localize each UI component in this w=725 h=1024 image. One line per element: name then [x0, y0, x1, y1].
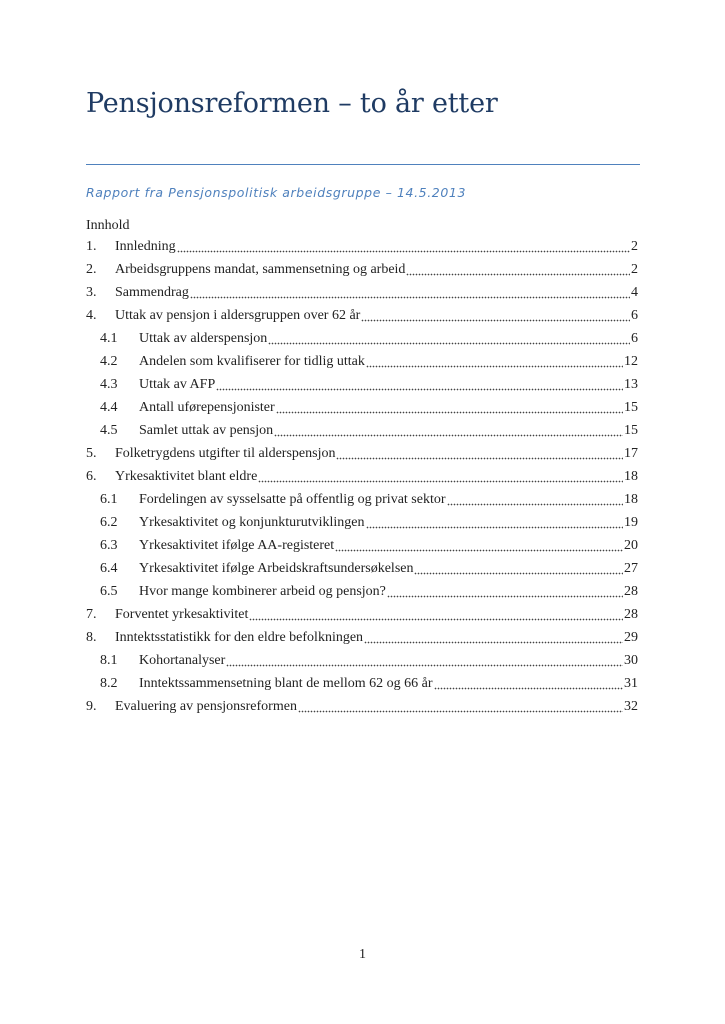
- toc-entry-label: Uttak av pensjon i aldersgruppen over 62 år: [115, 308, 361, 323]
- toc-entry-number: 6.2: [100, 515, 118, 530]
- toc-heading: Innhold: [86, 218, 130, 233]
- toc-entry-number: 8.2: [100, 676, 118, 691]
- toc-entry-label: Andelen som kvalifiserer for tidlig uttak: [139, 354, 365, 369]
- toc-entry-page: 6: [631, 308, 638, 323]
- document-subtitle: Rapport fra Pensjonspolitisk arbeidsgruppe – 14.5.2013: [86, 185, 467, 200]
- toc-entry[interactable]: [86, 302, 638, 325]
- toc-entry-number: 4.: [86, 308, 97, 323]
- toc-dot-leader: [268, 341, 630, 345]
- toc-entry[interactable]: [86, 670, 638, 693]
- document-title: Pensjonsreformen – to år etter: [86, 88, 498, 119]
- toc-entry-page: 15: [624, 423, 638, 438]
- toc-dot-leader: [216, 387, 623, 391]
- toc-entry[interactable]: [86, 371, 638, 394]
- toc-entry[interactable]: [86, 256, 638, 279]
- toc-entry-label: Arbeidsgruppens mandat, sammensetning og arbeid: [115, 262, 406, 277]
- title-divider: [86, 164, 640, 165]
- toc-entry-label: Hvor mange kombinerer arbeid og pensjon?: [139, 584, 386, 599]
- toc-entry-label: Yrkesaktivitet og konjunkturutviklingen: [139, 515, 365, 530]
- toc-dot-leader: [361, 318, 630, 322]
- toc-entry-number: 3.: [86, 285, 97, 300]
- toc-entry[interactable]: [86, 601, 638, 624]
- toc-entry-page: 4: [631, 285, 638, 300]
- toc-entry[interactable]: [86, 532, 638, 555]
- toc-dot-leader: [298, 709, 623, 713]
- toc-entry[interactable]: [86, 440, 638, 463]
- toc-entry-label: Inntektssammensetning blant de mellom 62 og 66 år: [139, 676, 433, 691]
- toc-entry[interactable]: [86, 463, 638, 486]
- toc-entry[interactable]: [86, 624, 638, 647]
- toc-entry-label: Fordelingen av sysselsatte på offentlig og privat sektor: [139, 492, 446, 507]
- toc-entry-page: 12: [624, 354, 638, 369]
- toc-entry-page: 20: [624, 538, 638, 553]
- toc-entry-page: 19: [624, 515, 638, 530]
- toc-entry[interactable]: [86, 394, 638, 417]
- toc-entry-page: 28: [624, 607, 638, 622]
- toc-entry[interactable]: [86, 647, 638, 670]
- toc-entry-page: 18: [624, 492, 638, 507]
- toc-entry-page: 18: [624, 469, 638, 484]
- toc-entry-label: Uttak av alderspensjon: [139, 331, 268, 346]
- toc-entry[interactable]: [86, 279, 638, 302]
- toc-entry-label: Yrkesaktivitet ifølge Arbeidskraftsundersøkelsen: [139, 561, 414, 576]
- toc-entry-page: 15: [624, 400, 638, 415]
- toc-entry-page: 13: [624, 377, 638, 392]
- toc-dot-leader: [414, 571, 623, 575]
- toc-entry-page: 32: [624, 699, 638, 714]
- toc-entry-number: 6.4: [100, 561, 118, 576]
- toc-entry-number: 6.1: [100, 492, 118, 507]
- toc-entry[interactable]: [86, 555, 638, 578]
- toc-entry-label: Uttak av AFP: [139, 377, 216, 392]
- toc-entry-number: 4.3: [100, 377, 118, 392]
- toc-entry-number: 4.2: [100, 354, 118, 369]
- toc-entry-page: 29: [624, 630, 638, 645]
- toc-entry-number: 6.: [86, 469, 97, 484]
- table-of-contents: [86, 233, 638, 716]
- toc-entry-label: Innledning: [115, 239, 176, 254]
- toc-entry[interactable]: [86, 486, 638, 509]
- toc-entry-page: 30: [624, 653, 638, 668]
- toc-entry-label: Yrkesaktivitet ifølge AA-registeret: [139, 538, 335, 553]
- toc-entry-page: 2: [631, 262, 638, 277]
- toc-entry-number: 5.: [86, 446, 97, 461]
- toc-entry[interactable]: [86, 509, 638, 532]
- toc-entry-label: Forventet yrkesaktivitet: [115, 607, 249, 622]
- toc-entry-page: 2: [631, 239, 638, 254]
- toc-entry-number: 8.1: [100, 653, 118, 668]
- toc-entry-page: 28: [624, 584, 638, 599]
- toc-entry-label: Folketrygdens utgifter til alderspensjon: [115, 446, 336, 461]
- toc-entry-label: Kohortanalyser: [139, 653, 226, 668]
- toc-entry-page: 17: [624, 446, 638, 461]
- toc-entry-page: 6: [631, 331, 638, 346]
- toc-dot-leader: [226, 663, 623, 667]
- toc-entry-label: Antall uførepensjonister: [139, 400, 275, 415]
- toc-dot-leader: [258, 479, 623, 483]
- toc-dot-leader: [387, 594, 623, 598]
- toc-dot-leader: [274, 433, 623, 437]
- toc-dot-leader: [364, 640, 623, 644]
- toc-dot-leader: [406, 272, 630, 276]
- toc-entry[interactable]: [86, 348, 638, 371]
- toc-entry-label: Yrkesaktivitet blant eldre: [115, 469, 258, 484]
- toc-entry-number: 9.: [86, 699, 97, 714]
- toc-dot-leader: [276, 410, 623, 414]
- toc-entry-number: 6.3: [100, 538, 118, 553]
- toc-entry-number: 8.: [86, 630, 97, 645]
- toc-entry-label: Evaluering av pensjonsreformen: [115, 699, 297, 714]
- toc-dot-leader: [366, 364, 623, 368]
- toc-entry-number: 6.5: [100, 584, 118, 599]
- toc-entry-number: 4.5: [100, 423, 118, 438]
- toc-entry-number: 4.1: [100, 331, 118, 346]
- toc-entry-number: 1.: [86, 239, 97, 254]
- toc-dot-leader: [434, 686, 623, 690]
- page-number: 1: [359, 947, 366, 962]
- toc-dot-leader: [249, 617, 623, 621]
- toc-entry-number: 7.: [86, 607, 97, 622]
- toc-entry-number: 2.: [86, 262, 97, 277]
- toc-dot-leader: [336, 456, 623, 460]
- toc-entry-label: Inntektsstatistikk for den eldre befolkningen: [115, 630, 364, 645]
- toc-entry-page: 31: [624, 676, 638, 691]
- toc-entry[interactable]: [86, 325, 638, 348]
- toc-dot-leader: [190, 295, 630, 299]
- toc-entry[interactable]: [86, 578, 638, 601]
- toc-entry-label: Sammendrag: [115, 285, 189, 300]
- toc-entry-label: Samlet uttak av pensjon: [139, 423, 274, 438]
- toc-dot-leader: [177, 249, 630, 253]
- toc-entry[interactable]: [86, 693, 638, 716]
- toc-entry-page: 27: [624, 561, 638, 576]
- toc-dot-leader: [366, 525, 623, 529]
- toc-entry[interactable]: [86, 233, 638, 256]
- toc-dot-leader: [447, 502, 623, 506]
- toc-entry[interactable]: [86, 417, 638, 440]
- toc-dot-leader: [335, 548, 623, 552]
- toc-entry-number: 4.4: [100, 400, 118, 415]
